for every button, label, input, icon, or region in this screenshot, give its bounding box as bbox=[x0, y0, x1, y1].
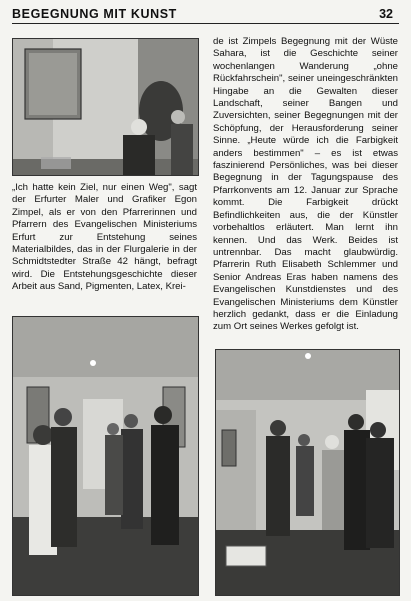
header-rule bbox=[12, 23, 399, 24]
article-text-left: „Ich hatte kein Ziel, nur einen Weg", sagt der Erfurter Maler und Grafiker Egon Zimpel, als er von den Pfarrerinnen und Pfarrern des Evangelischen Ministeriums Erfurt zur Entstehung seines Materialbildes, das in der Flurgalerie in der Schmidtstedter Straße 42 hängt, befragt wird. Die Entstehungsgeschichte dieser Arbeit aus Sand, Pigmenten, Latex, Krei- bbox=[12, 182, 197, 293]
article-text-right: de ist Zimpels Begegnung mit der Wüste Sahara, ist die Geschichte seiner wochenlangen Wanderung „ohne Rückfahrschein", seiner uneingeschränkten Hingabe an die Gewalten dieser Landschaft, seiner Bangen und Zuversichten, seiner Begegnungen mit der Schöpfung, der Herausforderung seiner Sinne. „Heute würde ich die Farbigkeit anders bestimmen" – es ist etwas faszinierend Persönliches, was bei dieser Begegnung in der Tagungspause des Pfarrkonvents am 12. Januar zur Sprache kommt. Die Farbigkeit drückt Befindlichkeiten aus, die der Künstler vorbehaltlos erläutert. Man lernt ihn kennen. Und das Werk. Beides ist untrennbar. Das macht glaubwürdig. Pfarrerin Ruth Elisabeth Schlemmer und Senior Andreas Eras haben namens des Evangelischen Kunstdienstes und des Evangelischen Ministeriums dem Künstler herzlich gedankt, dass er die Einladung zum Ort seines Werkes gefolgt ist. bbox=[213, 36, 398, 333]
photo-artist-talk bbox=[12, 38, 199, 176]
photo-gallery-group-right bbox=[215, 349, 400, 596]
page-number: 32 bbox=[379, 7, 393, 21]
photo-gallery-group-left bbox=[12, 316, 199, 596]
section-title: BEGEGNUNG MIT KUNST bbox=[12, 7, 177, 21]
